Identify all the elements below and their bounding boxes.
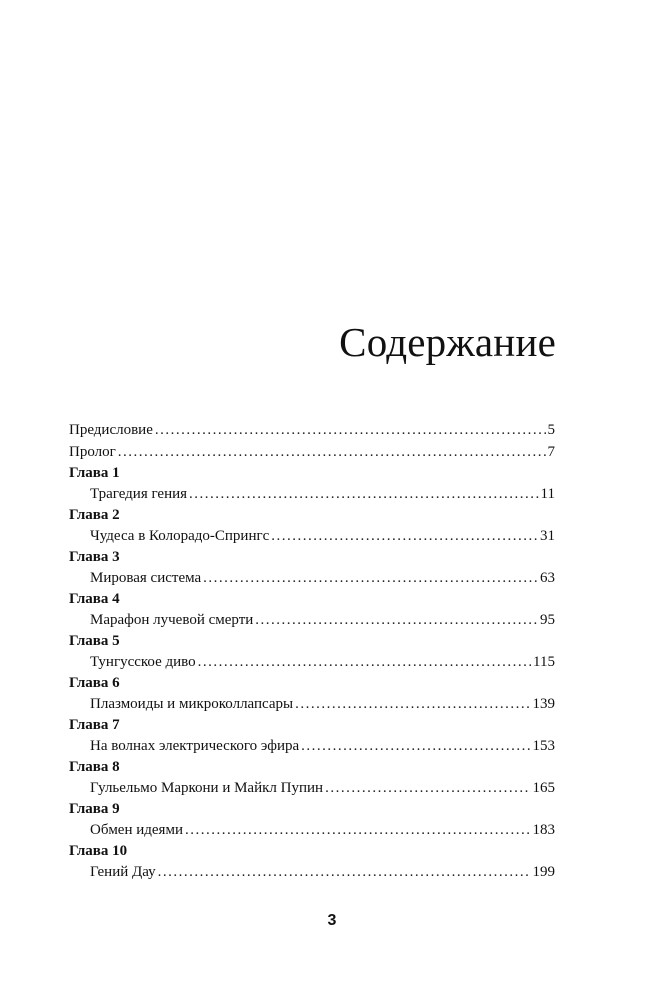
toc-page-number: 139 [532,696,555,712]
toc-entry-label: Плазмоиды и микроколлапсары [90,696,294,712]
toc-page-number: 11 [540,486,555,502]
toc-entry-label: Обмен идеями [90,822,183,838]
dot-leader [255,610,538,630]
chapter-heading-9: Глава 9 [69,801,120,817]
toc-page-number: 153 [532,738,555,754]
toc-entry-chapter-7[interactable] [69,736,555,756]
toc-entry-chapter-8[interactable] [69,778,555,798]
dot-leader [325,778,530,798]
toc-entry-label: Трагедия гения [90,486,188,502]
toc-entry-label: На волнах электрического эфира [90,738,300,754]
toc-entry-preface[interactable] [69,420,555,440]
page-title: Содержание [339,319,556,365]
dot-leader [118,442,546,462]
toc-entry-label: Мировая система [90,570,202,586]
chapter-heading-7: Глава 7 [69,717,120,733]
dot-leader [155,420,546,440]
toc-entry-label: Гульельмо Маркони и Майкл Пупин [90,780,324,796]
chapter-heading-10: Глава 10 [69,843,128,859]
toc-page-number: 5 [547,422,555,438]
chapter-heading-8: Глава 8 [69,759,120,775]
dot-leader [295,694,530,714]
chapter-heading-3: Глава 3 [69,549,120,565]
toc-entry-chapter-1[interactable] [69,484,555,504]
chapter-heading-4: Глава 4 [69,591,120,607]
page-number: 3 [327,912,337,929]
toc-page-number: 165 [532,780,555,796]
chapter-heading-6: Глава 6 [69,675,120,691]
dot-leader [203,568,538,588]
toc-page-number: 31 [540,528,555,544]
chapter-heading-5: Глава 5 [69,633,120,649]
toc-entry-chapter-5[interactable] [69,652,555,672]
toc-entry-chapter-2[interactable] [69,526,555,546]
toc-entry-chapter-4[interactable] [69,610,555,630]
dot-leader [185,820,531,840]
toc-entry-prologue[interactable] [69,442,555,462]
dot-leader [158,862,531,882]
toc-entry-chapter-6[interactable] [69,694,555,714]
toc-entry-label: Марафон лучевой смерти [90,612,254,628]
toc-entry-chapter-9[interactable] [69,820,555,840]
dot-leader [301,736,530,756]
dot-leader [198,652,531,672]
toc-page-number: 115 [533,654,555,670]
toc-entry-label: Предисловие [69,422,153,438]
toc-entry-label: Чудеса в Колорадо-Спрингс [90,528,270,544]
chapter-heading-1: Глава 1 [69,465,120,481]
toc-entry-label: Пролог [69,444,116,460]
toc-page-number: 7 [547,444,555,460]
table-of-contents [69,420,555,882]
toc-entry-chapter-3[interactable] [69,568,555,588]
toc-page-number: 183 [532,822,555,838]
dot-leader [271,526,538,546]
toc-entry-label: Тунгусское диво [90,654,196,670]
toc-entry-label: Гений Дау [90,864,156,880]
dot-leader [189,484,539,504]
toc-entry-chapter-10[interactable] [69,862,555,882]
chapter-heading-2: Глава 2 [69,507,120,523]
toc-page-number: 199 [532,864,555,880]
toc-page-number: 63 [540,570,555,586]
toc-page-number: 95 [540,612,555,628]
